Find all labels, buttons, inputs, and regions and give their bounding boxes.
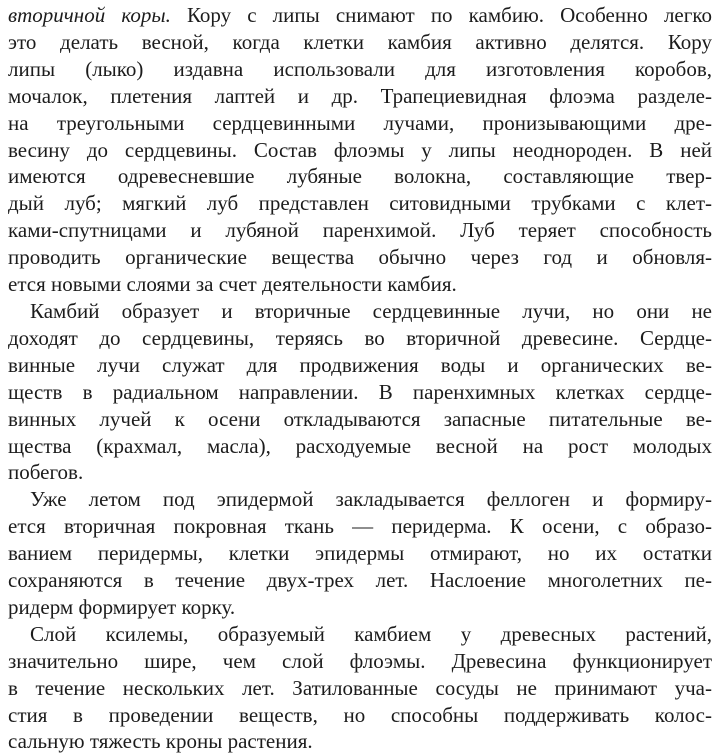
text-line: доходят до сердцевины, теряясь во вторичной древесине. Сердце- <box>8 325 712 350</box>
text-line: сохраняются в течение двух-трех лет. Наслоение многолетних пе- <box>8 568 712 593</box>
text-line: винные лучи служат для продвижения воды и органических ве- <box>8 352 712 377</box>
text-line: значительно шире, чем слой флоэмы. Древесина функционирует <box>8 648 712 673</box>
italic-term: вторичной коры. <box>8 3 171 27</box>
text-line: дый луб; мягкий луб представлен ситовидными трубками с клет- <box>8 191 712 216</box>
text-line: в течение нескольких лет. Затилованные сосуды не принимают уча- <box>8 675 712 700</box>
text-line: стия в проведении веществ, но способны поддерживать колос- <box>8 702 712 727</box>
text-line: ридерм формирует корку. <box>8 594 236 619</box>
text-line: ется новыми слоями за счет деятельности камбия. <box>8 272 457 297</box>
paragraph-3 <box>8 486 712 621</box>
text-line: ками-спутницами и лубяной паренхимой. Луб теряет способность <box>8 218 712 243</box>
paragraph-2 <box>8 298 712 486</box>
line-text: Кору с липы снимают по камбию. Особенно легко <box>170 3 712 27</box>
text-line: винных лучей к осени откладываются запасные питательные ве- <box>8 406 712 431</box>
text-line: липы (лыко) издавна использовали для изготовления коробов, <box>8 56 712 81</box>
text-line: побегов. <box>8 460 84 485</box>
text-line: весину до сердцевины. Состав флоэмы у липы неоднороден. В ней <box>8 137 712 162</box>
text-line: Слой ксилемы, образуемый камбием у древесных растений, <box>30 621 712 646</box>
text-line: ется вторичная покровная ткань — перидерма. К осени, с образо- <box>8 514 712 539</box>
text-line <box>8 2 712 29</box>
text-line: ванием перидермы, клетки эпидермы отмирают, но их остатки <box>8 541 712 566</box>
text-line: проводить органические вещества обычно через год и обновля- <box>8 245 712 270</box>
text-line: Уже летом под эпидермой закладывается феллоген и формиру- <box>30 487 712 512</box>
text-line: мочалок, плетения лаптей и др. Трапециевидная флоэма разделе- <box>8 83 712 108</box>
text-line: имеются одревесневшие лубяные волокна, составляющие твер- <box>8 164 712 189</box>
paragraph-1 <box>8 2 712 298</box>
paragraph-4 <box>8 621 712 755</box>
text-line: на треугольными сердцевинными лучами, пронизывающими дре- <box>8 110 712 135</box>
text-line: сальную тяжесть кроны растения. <box>8 729 313 754</box>
text-line: ществ в радиальном направлении. В паренхимных клетках сердце- <box>8 379 712 404</box>
text-line: это делать весной, когда клетки камбия активно делятся. Кору <box>8 29 712 54</box>
text-line: щества (крахмал, масла), расходуемые весной на рост молодых <box>8 433 712 458</box>
text-line: Камбий образует и вторичные сердцевинные лучи, но они не <box>30 298 712 323</box>
document-page <box>8 2 712 755</box>
